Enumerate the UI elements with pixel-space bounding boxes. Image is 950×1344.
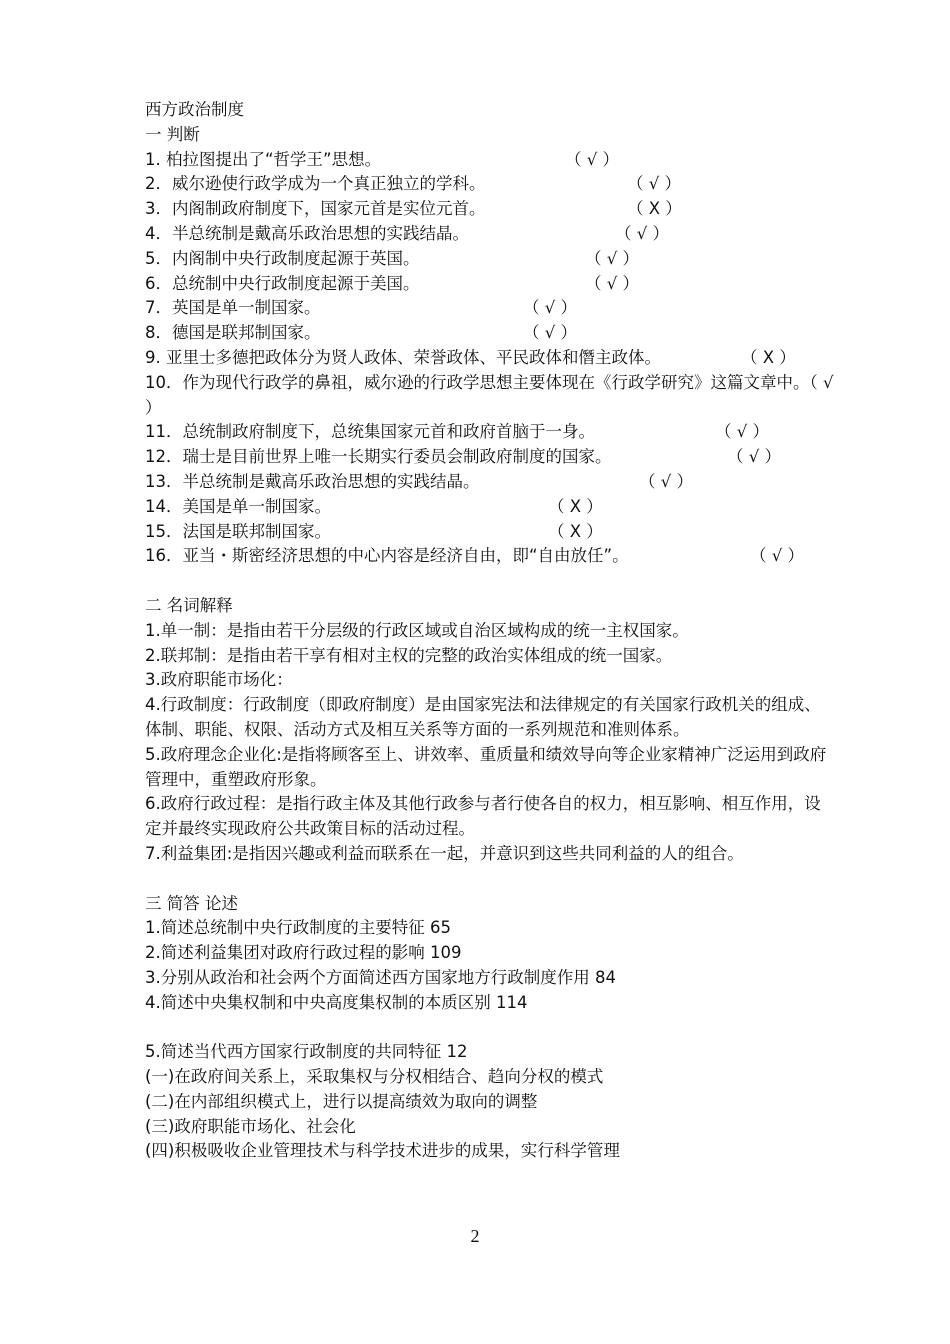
list-item: 1.单一制：是指由若干分层级的行政区域或自治区域构成的统一主权国家。 bbox=[145, 620, 689, 640]
list-item: 2.联邦制：是指由若干享有相对主权的完整的政治实体组成的统一国家。 bbox=[145, 645, 673, 665]
answer-mark: （ √ ） bbox=[523, 298, 578, 318]
answer-mark: （ √ ） bbox=[615, 223, 670, 243]
page-number: 2 bbox=[470, 1226, 480, 1246]
document-title: 西方政治制度 bbox=[145, 100, 244, 119]
answer-mark: （ √ ） bbox=[715, 422, 770, 442]
list-item: 4.行政制度：行政制度（即政府制度）是由国家宪法和法律规定的有关国家行政机关的组成、体制、职能、权限、活动方式及相互关系等方面的一系列规范和准则体系。 bbox=[145, 695, 821, 739]
list-item: 4.简述中央集权制和中央高度集权制的本质区别 114 bbox=[145, 992, 528, 1012]
statement-text: 7．英国是单一制国家。 bbox=[145, 298, 321, 318]
statement-text: 6．总统制中央行政制度起源于美国。 bbox=[145, 273, 420, 293]
list-item: (二)在内部组织模式上，进行以提高绩效为取向的调整 bbox=[145, 1091, 538, 1111]
statement-text: 2．威尔逊使行政学成为一个真正独立的学科。 bbox=[145, 174, 486, 194]
statement-text: 16．亚当・斯密经济思想的中心内容是经济自由，即“自由放任”。 bbox=[145, 546, 629, 566]
section-heading-short-answer: 三 简答 论述 bbox=[145, 893, 238, 913]
document-body bbox=[145, 98, 835, 1164]
statement-text: 5．内阁制中央行政制度起源于英国。 bbox=[145, 248, 420, 268]
statement-text: 9. 亚里士多德把政体分为贤人政体、荣誉政体、平民政体和僭主政体。 bbox=[145, 347, 661, 367]
answer-mark: （ √ ） bbox=[727, 447, 782, 467]
statement-text: 4．半总统制是戴高乐政治思想的实践结晶。 bbox=[145, 223, 469, 243]
answer-mark: （ √ ） bbox=[585, 248, 640, 268]
list-item bbox=[145, 197, 835, 222]
statement-text: 12．瑞士是目前世界上唯一长期实行委员会制政府制度的国家。 bbox=[145, 447, 612, 467]
list-item bbox=[145, 346, 835, 371]
list-item bbox=[145, 520, 835, 545]
list-item bbox=[145, 172, 835, 197]
list-item bbox=[145, 148, 835, 173]
answer-mark: （ √ ） bbox=[639, 471, 694, 491]
list-item bbox=[145, 445, 835, 470]
section-heading-terms: 二 名词解释 bbox=[145, 595, 233, 615]
answer-mark: （ √ ） bbox=[585, 273, 640, 293]
list-item bbox=[145, 495, 835, 520]
answer-mark: （ X ） bbox=[548, 521, 603, 541]
list-item bbox=[145, 222, 835, 247]
answer-mark: （ X ） bbox=[627, 199, 682, 219]
spacer bbox=[145, 1015, 835, 1040]
statement-text: 11．总统制政府制度下，总统集国家元首和政府首脑于一身。 bbox=[145, 422, 595, 442]
answer-mark: （ √ ） bbox=[565, 149, 620, 169]
list-item: 1.简述总统制中央行政制度的主要特征 65 bbox=[145, 918, 451, 938]
statement-text: 3．内阁制政府制度下，国家元首是实位元首。 bbox=[145, 199, 486, 219]
list-item: 7.利益集团:是指因兴趣或利益而联系在一起，并意识到这些共同利益的人的组合。 bbox=[145, 843, 744, 863]
answer-mark: （ X ） bbox=[548, 496, 603, 516]
statement-text: 13．半总统制是戴高乐政治思想的实践结晶。 bbox=[145, 471, 480, 491]
list-item: 6.政府行政过程：是指行政主体及其他行政参与者行使各自的权力，相互影响、相互作用，设定并最终实现政府公共政策目标的活动过程。 bbox=[145, 794, 821, 839]
list-item: 10．作为现代行政学的鼻祖，威尔逊的行政学思想主要体现在《行政学研究》这篇文章中。（ √ ） bbox=[145, 372, 834, 417]
answer-mark: （ √ ） bbox=[750, 546, 805, 566]
statement-text: 14．美国是单一制国家。 bbox=[145, 496, 331, 516]
list-item: (四)积极吸收企业管理技术与科学技术进步的成果，实行科学管理 bbox=[145, 1141, 620, 1161]
section-heading-judgement: 一 判断 bbox=[145, 124, 200, 144]
statement-text: 15．法国是联邦制国家。 bbox=[145, 521, 331, 541]
list-item: 3.政府职能市场化： bbox=[145, 670, 293, 690]
list-item: 2.简述利益集团对政府行政过程的影响 109 bbox=[145, 943, 462, 963]
list-item bbox=[145, 247, 835, 272]
list-item: (一)在政府间关系上，采取集权与分权相结合、趋向分权的模式 bbox=[145, 1067, 604, 1087]
list-item bbox=[145, 321, 835, 346]
list-item: 5.政府理念企业化:是指将顾客至上、讲效率、重质量和绩效导向等企业家精神广泛运用到政府管理中，重塑政府形象。 bbox=[145, 744, 827, 789]
list-item: 3.分别从政治和社会两个方面简述西方国家地方行政制度作用 84 bbox=[145, 967, 616, 987]
statement-text: 1. 柏拉图提出了“哲学王”思想。 bbox=[145, 149, 382, 169]
list-item bbox=[145, 470, 835, 495]
answer-mark: （ √ ） bbox=[627, 174, 682, 194]
spacer bbox=[145, 569, 835, 594]
answer-mark: （ X ） bbox=[741, 347, 796, 367]
list-item bbox=[145, 272, 835, 297]
list-item: (三)政府职能市场化、社会化 bbox=[145, 1116, 356, 1136]
list-item bbox=[145, 544, 835, 569]
statement-text: 8．德国是联邦制国家。 bbox=[145, 323, 321, 343]
question-title: 5.简述当代西方国家行政制度的共同特征 12 bbox=[145, 1042, 468, 1062]
list-item bbox=[145, 296, 835, 321]
answer-mark: （ √ ） bbox=[523, 323, 578, 343]
list-item bbox=[145, 420, 835, 445]
spacer bbox=[145, 867, 835, 892]
